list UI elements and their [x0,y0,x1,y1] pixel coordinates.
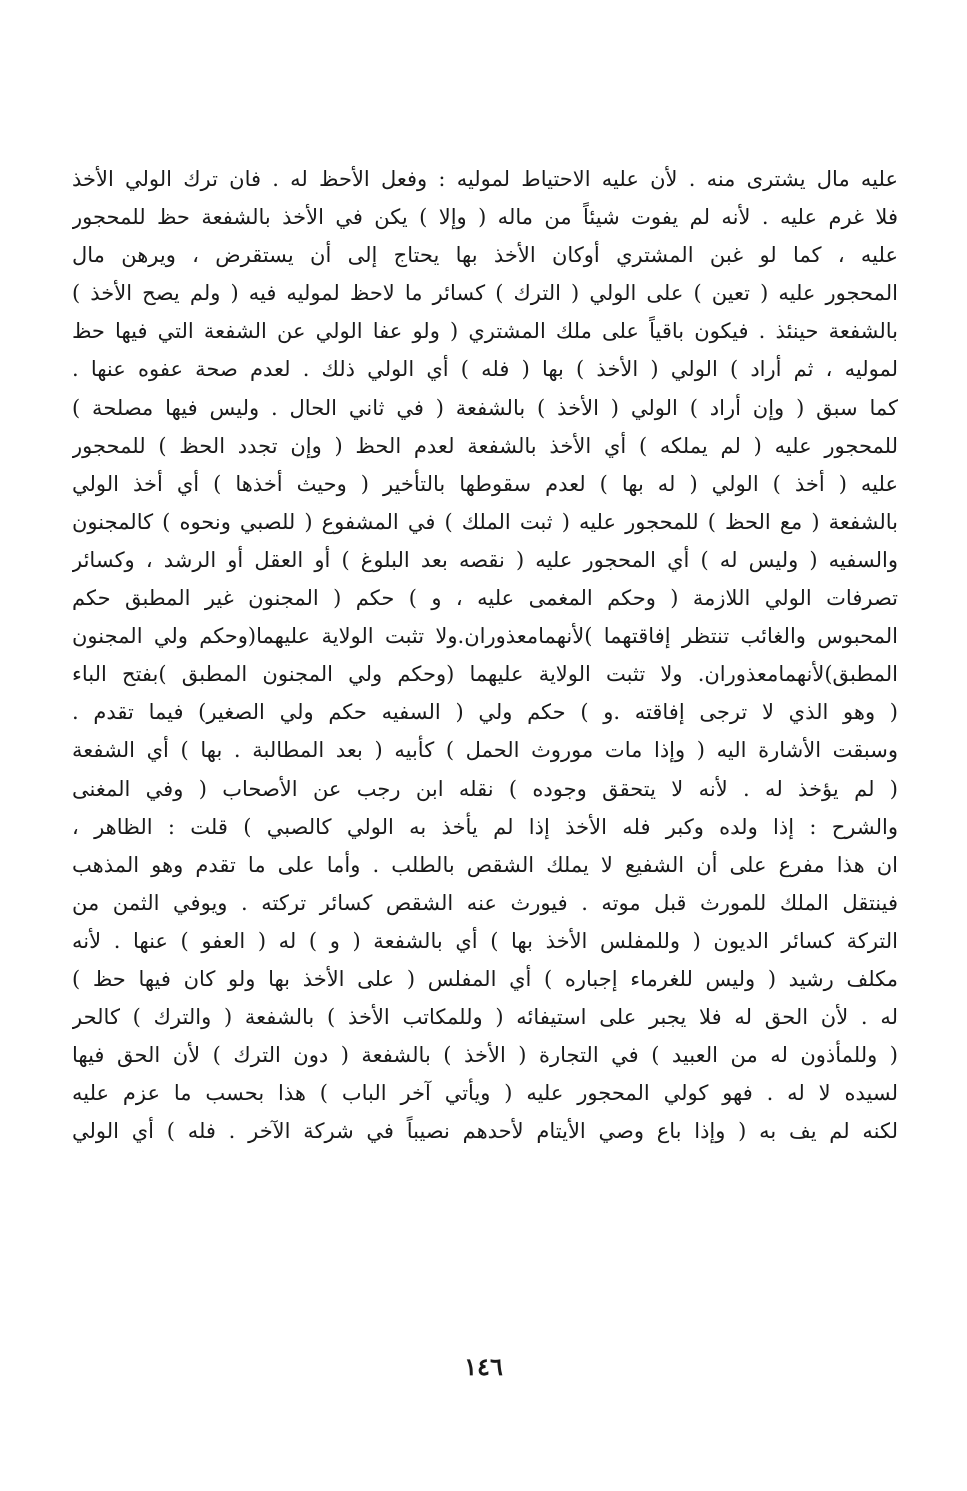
text-line: ( لم يؤخذ له . لأنه لا يتحقق وجوده ) نقله ابن رجب عن الأصحاب ( وفي المغنى [72,776,898,801]
text-line: للمحجور عليه ( لم يملكه ) أي الأخذ بالشفعة لعدم الحظ ( وإن تجدد الحظ ) للمحجور [72,433,898,458]
text-line: لكنه لم يف به ( وإذا باع وصي الأيتام لأحدهم نصيباً في شركة الآخر . فله ) أي الولي [72,1119,898,1144]
text-line: لموليه ، ثم أراد ) الولي ( الأخذ ) بها ( فله ) أي الولي ذلك . لعدم صحة عفوه عنها . [72,357,898,382]
page-body-text [72,160,898,1150]
text-line: بالشفعة حينئذ . فيكون باقياً على ملك المشتري ( ولو عفا الولي عن الشفعة التي فيها حظ [72,319,898,344]
text-line: التركة كسائر الديون ( وللمفلس الأخذ بها ) أي بالشفعة ( و ) له ( العفو ) عنها . لأنه [72,928,898,953]
text-line: والسفيه ( وليس له ) أي المحجور عليه ( نقصه بعد البلوغ ) أو العقل أو الرشد ، وكسائر [72,547,898,572]
text-line: المطبق)لأنهمامعذوران. ولا تثبت الولاية عليهما (وحكم ولي المجنون المطبق )بفتح الباء [72,662,898,687]
text-line: له . لأن الحق له فلا يجبر على استيفائه ( وللمكاتب الأخذ ) بالشفعة ( والترك ) كالحر [72,1005,898,1030]
text-line: عليه مال يشترى منه . لأن عليه الاحتياط لموليه : وفعل الأحظ له . فان ترك الولي الأخذ [72,167,898,191]
text-line: بالشفعة ( مع الحظ ) للمحجور عليه ( ثبت الملك ) في المشفوع ( للصبي ونحوه ) كالمجنون [72,509,898,534]
text-line: المحجور عليه ( تعين ) على الولي ( الترك ) كسائر ما لاحظ لموليه فيه ( ولم يصح الأخذ ) [72,281,898,306]
text-line: مكلف رشيد ( وليس للغرماء إجباره ) أي المفلس ( على الأخذ بها ولو كان فيها حظ ) [72,966,898,991]
text-line: المحبوس والغائب تنتظر إفاقتهما )لأنهمامعذوران.ولا تثبت الولاية عليهما(وحكم ولي المجنون [72,624,898,649]
text-line: لسيده لا له . فهو كولي المحجور عليه ( ويأتي آخر الباب ) هذا بحسب ما عزم عليه [72,1081,898,1106]
text-line: ( وهو الذي لا ترجى إفاقته .و ) حكم ولي ( السفيه حكم ولي الصغير) فيما تقدم . [72,700,898,725]
page-number: ١٤٦ [464,1352,503,1381]
text-line: والشرح : إذا ولده وكبر فله الأخذ إذا لم يأخذ به الولي كالصبي ) قلت : الظاهر ، [72,814,898,839]
text-line: عليه ( أخذ ) الولي ( له بها ) لعدم سقوطها بالتأخير ( وحيث أخذها ) أي أخذ الولي [72,471,898,496]
text-line: فينتقل الملك للمورث قبل موته . فيورث عنه الشقص كسائر تركته . ويوفي الثمن من [72,890,898,915]
text-line: ( وللمأذون له من العبيد ) في التجارة ( الأخذ ) بالشفعة ( دون الترك ) لأن الحق فيها [72,1043,898,1068]
text-line: وسبقت الأشارة اليه ( وإذا مات موروث الحمل ) كأبيه ( بعد المطالبة . بها ) أي الشفعة [72,738,898,763]
text-line: عليه ، كما لو غبن المشتري أوكان الأخذ بها يحتاج إلى أن يستقرض ، ويرهن مال [72,243,898,268]
text-line: تصرفات الولي اللازمة ( وحكم المغمى عليه ، و ) حكم ( المجنون غير المطبق حكم [72,586,898,611]
text-line: ان هذا مفرع على أن الشفيع لا يملك الشقص بالطلب . وأما على ما تقدم وهو المذهب [72,852,898,877]
text-line: كما سبق ( وإن أراد ) الولي ( الأخذ ) بالشفعة ( في ثاني الحال . وليس فيها مصلحة ) [72,395,898,420]
text-line: فلا غرم عليه . لأنه لم يفوت شيئاً من ماله ( وإلا ) يكن في الأخذ بالشفعة حظ للمحجور [72,205,898,230]
